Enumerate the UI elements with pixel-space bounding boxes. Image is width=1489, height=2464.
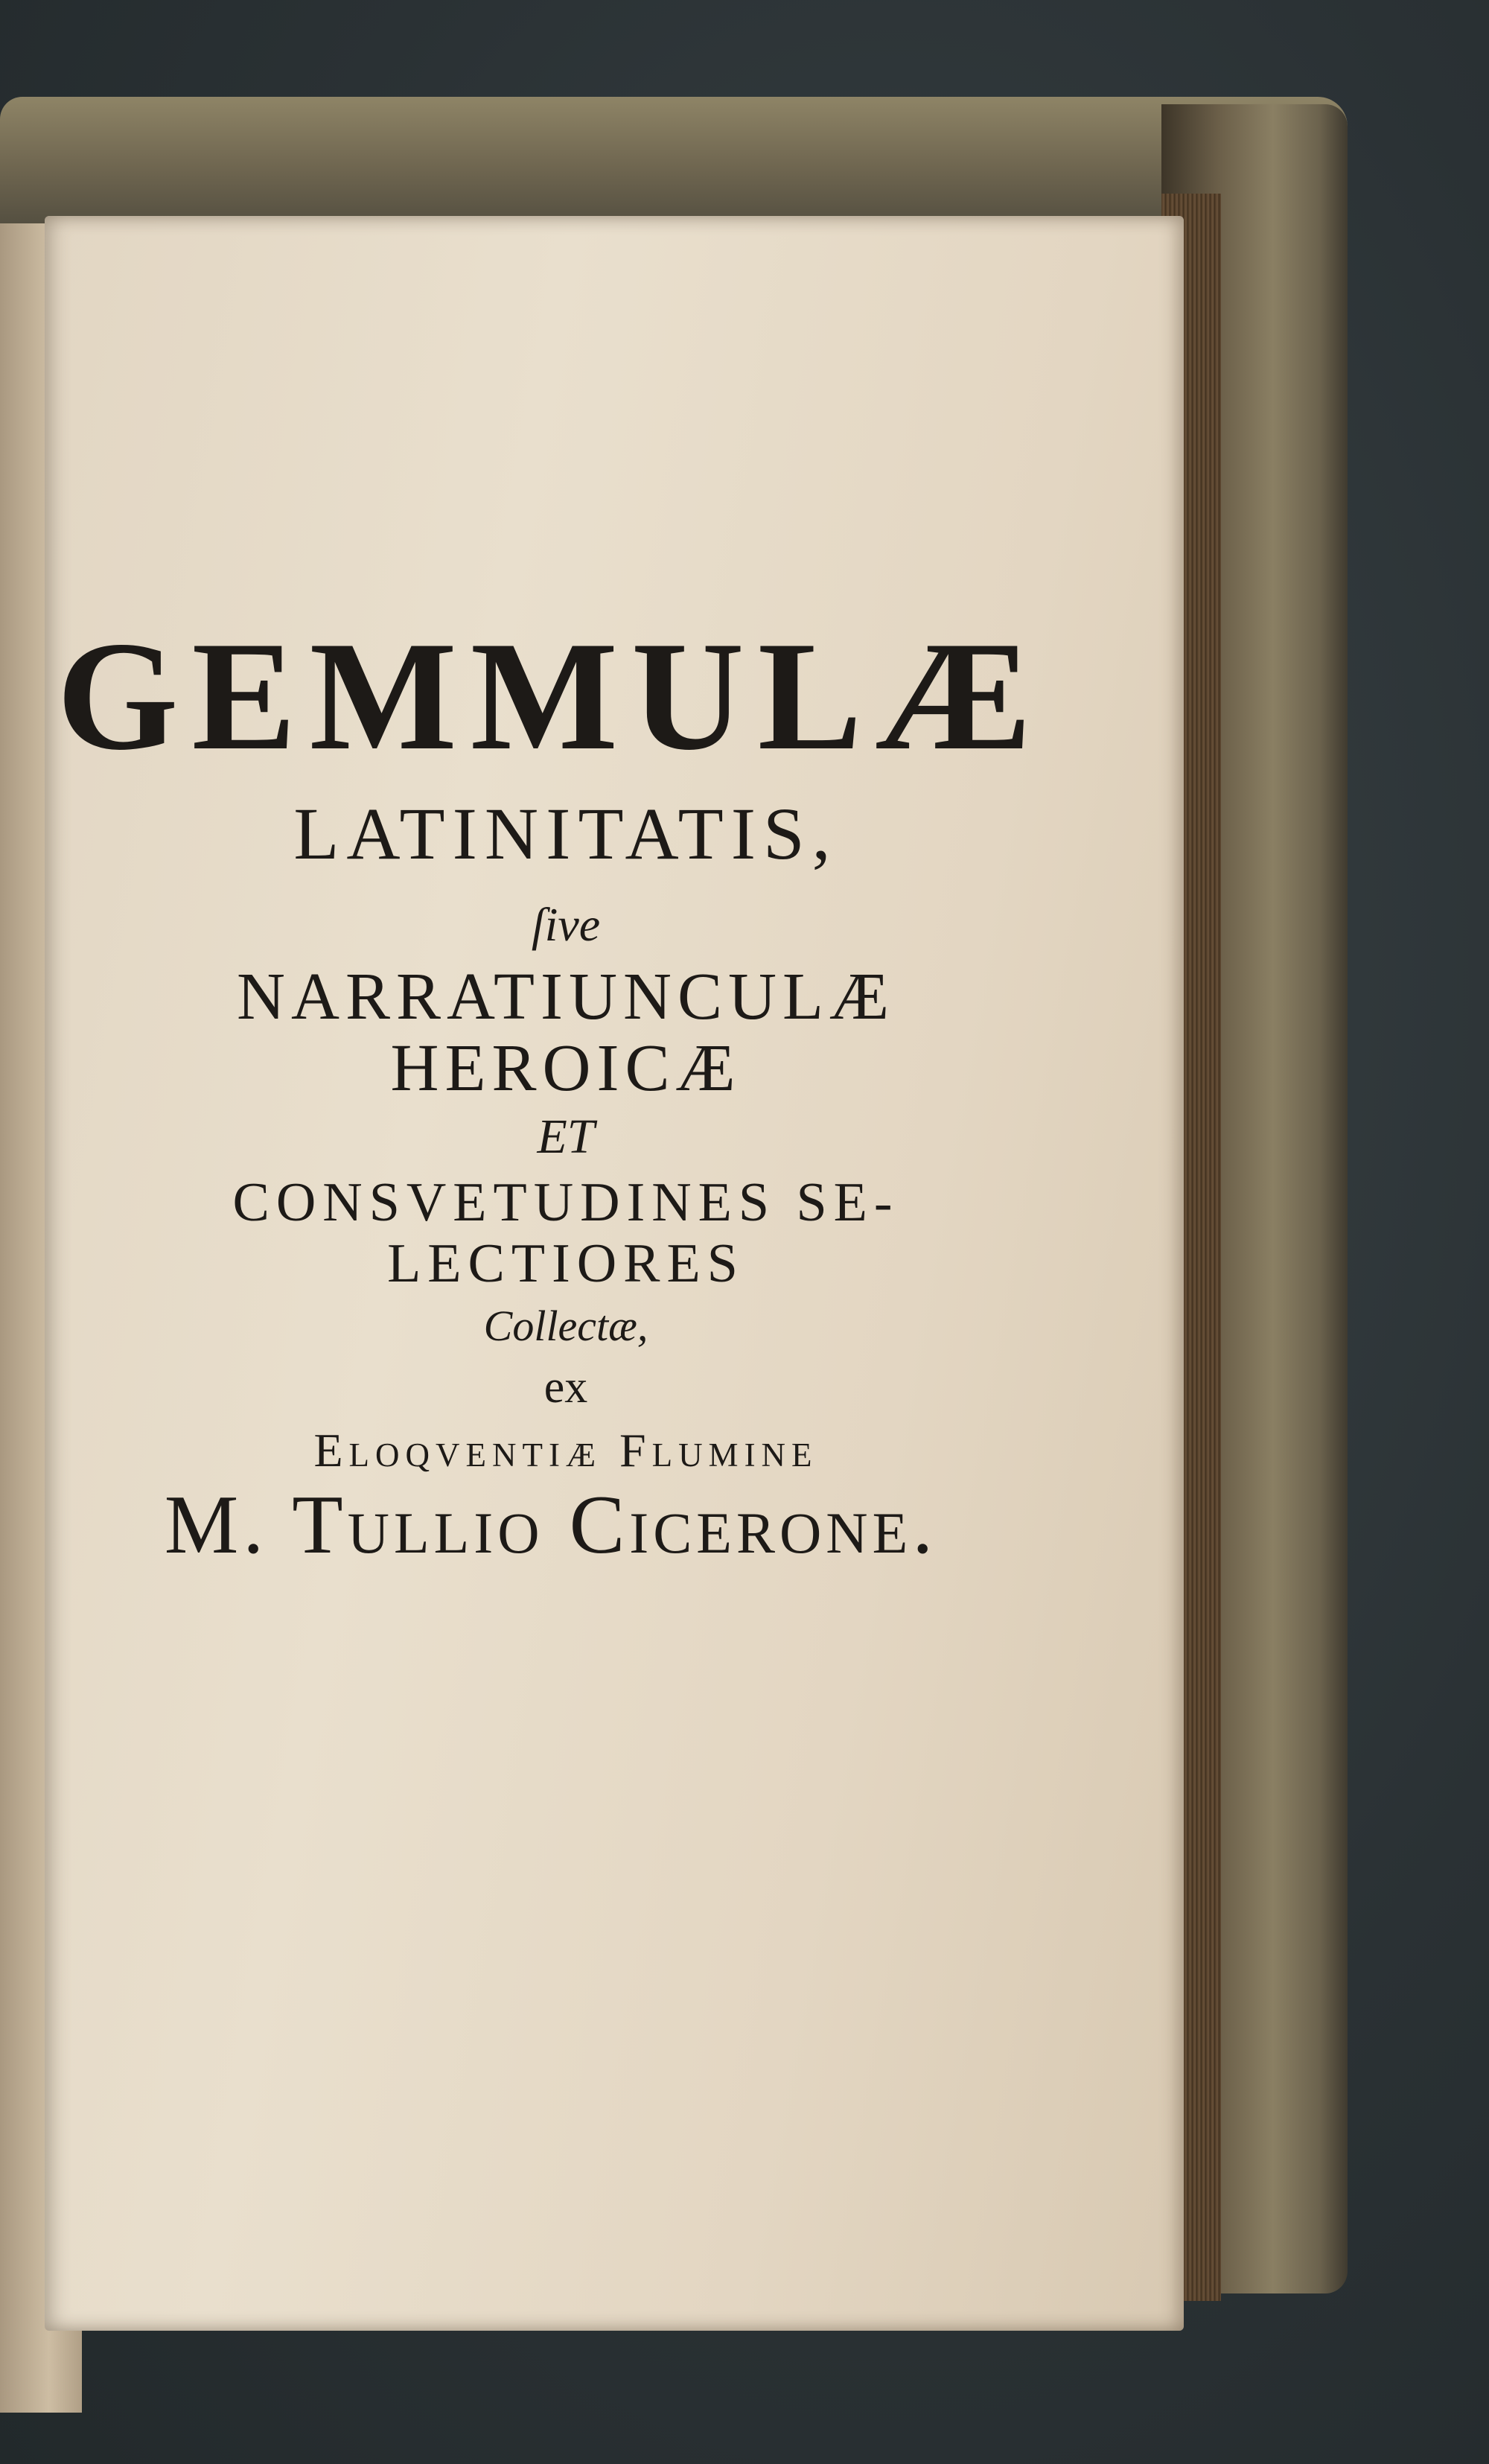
title-heroicae: HEROICÆ bbox=[390, 1031, 742, 1105]
title-consvetudines: CONSVETUDINES SE- bbox=[232, 1172, 899, 1233]
title-latinitatis: LATINITATIS, bbox=[293, 792, 838, 875]
title-ex: ex bbox=[543, 1362, 588, 1413]
title-collectae: Collectæ, bbox=[483, 1302, 648, 1350]
title-block bbox=[45, 610, 1087, 1571]
title-sive: ſive bbox=[531, 898, 601, 951]
title-et: ET bbox=[537, 1110, 595, 1164]
title-gemmulae: GEMMULÆ bbox=[57, 610, 1045, 783]
title-eloquentiae: Eloqventiæ Flumine bbox=[313, 1424, 818, 1477]
title-cicerone: M. Tullio Cicerone. bbox=[164, 1479, 938, 1571]
title-narratiunculae: NARRATIUNCULÆ bbox=[236, 960, 896, 1034]
title-lectiores: LECTIORES bbox=[387, 1233, 744, 1294]
